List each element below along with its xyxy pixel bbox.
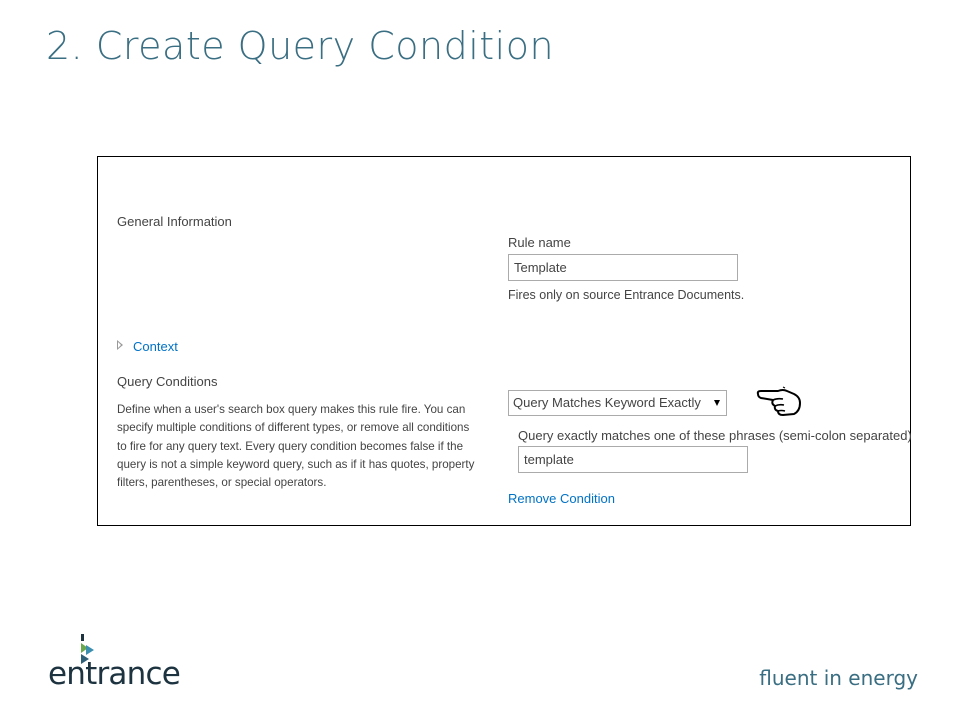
pointing-hand-icon <box>756 385 802 419</box>
slide-title: 2. Create Query Condition <box>46 24 555 68</box>
query-conditions-description: Define when a user's search box query makes this rule fire. You can specify multiple conditions of different types, or remove all conditions to fire for any query text. Every query condition becomes false if the query is not a simple keyword query, such as if it has quotes, property filters, parentheses, or special operators. <box>117 403 475 490</box>
condition-type-select[interactable] <box>508 390 727 416</box>
rule-name-label: Rule name <box>508 235 571 250</box>
expand-arrow-icon[interactable] <box>117 340 123 350</box>
settings-screenshot <box>97 156 911 526</box>
context-link[interactable]: Context <box>133 339 178 354</box>
rule-name-input[interactable]: Template <box>508 254 738 281</box>
query-conditions-heading: Query Conditions <box>117 374 218 389</box>
phrases-label: Query exactly matches one of these phrases (semi-colon separated) <box>518 428 912 443</box>
chevron-down-icon <box>714 400 720 406</box>
condition-type-selected: Query Matches Keyword Exactly <box>513 395 701 410</box>
general-information-heading: General Information <box>117 214 232 229</box>
entrance-logo <box>48 634 188 698</box>
rule-name-hint: Fires only on source Entrance Documents. <box>508 288 745 302</box>
tagline: fluent in energy <box>759 666 918 690</box>
remove-condition-link[interactable]: Remove Condition <box>508 491 615 506</box>
logo-wordmark: entrance <box>48 656 180 692</box>
phrases-input[interactable]: template <box>518 446 748 473</box>
